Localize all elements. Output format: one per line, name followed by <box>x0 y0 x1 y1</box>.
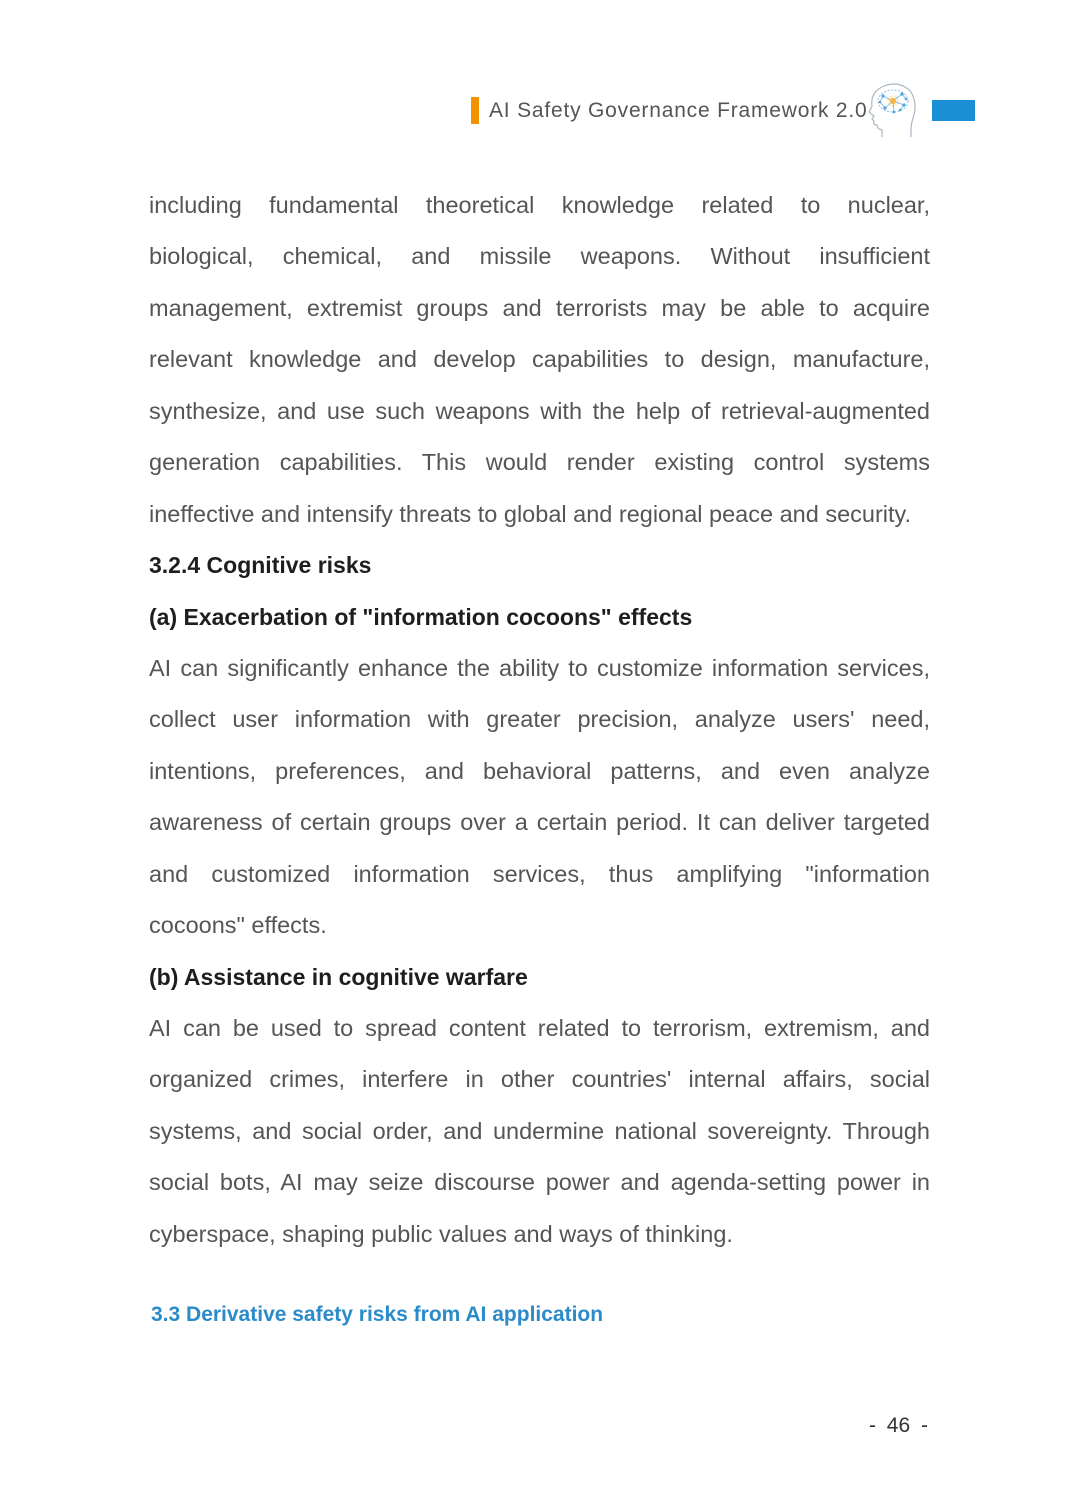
subsection-b-line: systems, and social order, and undermine national sovereignty. Through <box>149 1117 930 1144</box>
subsection-b-line: cyberspace, shaping public values and ways of thinking. <box>149 1220 733 1247</box>
section-heading-3-2-4: 3.2.4 Cognitive risks <box>149 552 372 579</box>
subsection-b-line: organized crimes, interfere in other countries' internal affairs, social <box>149 1066 930 1093</box>
intro-line: including fundamental theoretical knowledge related to nuclear, <box>149 192 930 218</box>
page-body <box>149 180 930 1260</box>
subsection-a-line: awareness of certain groups over a certain period. It can deliver targeted <box>149 809 930 836</box>
subsection-a-line: intentions, preferences, and behavioral patterns, and even analyze <box>149 757 930 784</box>
subsection-heading-b: (b) Assistance in cognitive warfare <box>149 963 528 990</box>
subsection-b-line: social bots, AI may seize discourse power and agenda-setting power in <box>149 1169 930 1196</box>
intro-line: relevant knowledge and develop capabilities to design, manufacture, <box>149 346 930 373</box>
page-number: - 46 - <box>868 1414 928 1437</box>
intro-line: management, extremist groups and terrorists may be able to acquire <box>149 294 930 321</box>
subsection-a-line: cocoons" effects. <box>149 912 327 939</box>
brain-circuit-head-icon <box>866 80 918 138</box>
subsection-b-line: AI can be used to spread content related to terrorism, extremism, and <box>149 1015 930 1041</box>
subsection-heading-a: (a) Exacerbation of "information cocoons" effects <box>149 603 693 630</box>
section-heading-3-3: 3.3 Derivative safety risks from AI application <box>151 1303 604 1326</box>
intro-line: synthesize, and use such weapons with the help of retrieval-augmented <box>149 397 930 424</box>
running-header-title: AI Safety Governance Framework 2.0 <box>489 99 868 122</box>
header-brand-block <box>932 100 975 121</box>
intro-line: biological, chemical, and missile weapons. Without insufficient <box>149 243 930 270</box>
intro-line: generation capabilities. This would render existing control systems <box>149 449 930 476</box>
intro-line: ineffective and intensify threats to global and regional peace and security. <box>149 500 912 527</box>
subsection-a-line: and customized information services, thus amplifying "information <box>149 860 930 887</box>
subsection-a-line: AI can significantly enhance the ability to customize information services, <box>149 654 930 681</box>
header-accent-bar <box>471 97 479 124</box>
subsection-a-line: collect user information with greater precision, analyze users' need, <box>149 706 930 733</box>
